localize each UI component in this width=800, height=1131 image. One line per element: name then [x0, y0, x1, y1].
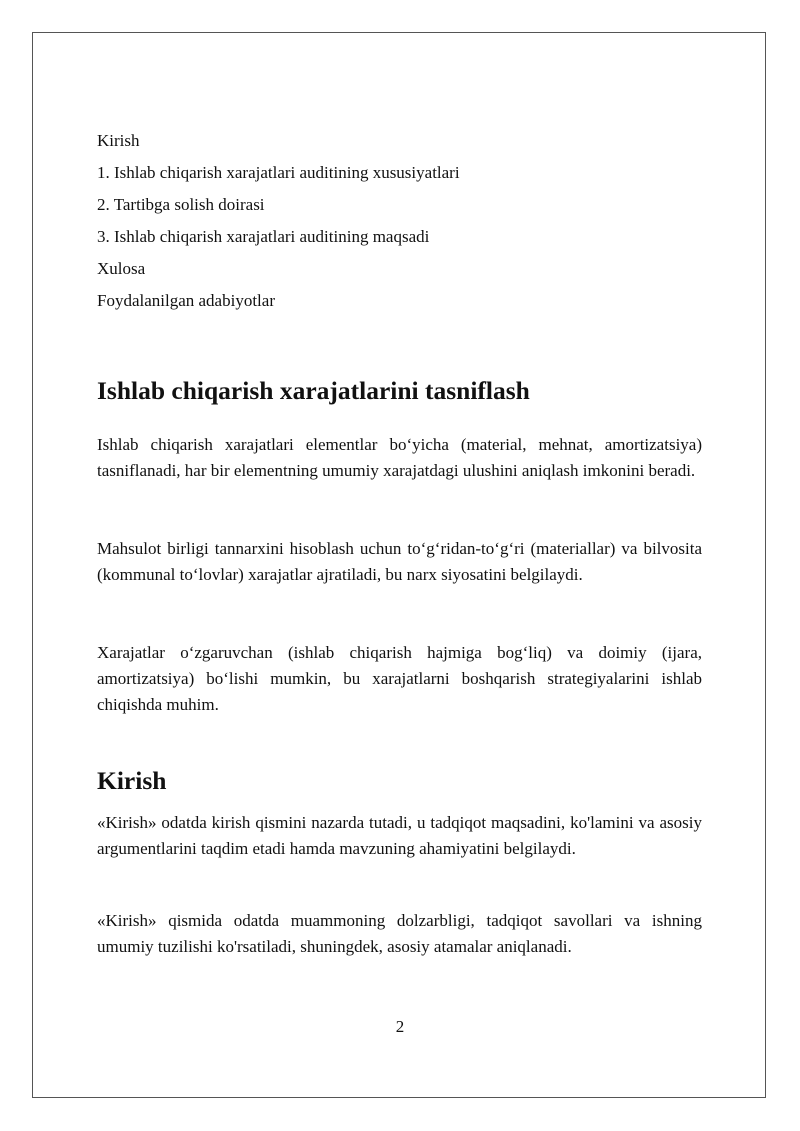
paragraph: Xarajatlar o‘zgaruvchan (ishlab chiqarish hajmiga bog‘liq) va doimiy (ijara, amortizatsiya) bo‘lishi mumkin, bu xarajatlarni boshqarish strategiyalarini ishlab chiqishda muhim. [97, 643, 702, 714]
paragraph: «Kirish» odatda kirish qismini nazarda tutadi, u tadqiqot maqsadini, ko'lamini va asosiy argumentlarini taqdim etadi hamda mavzuning ahamiyatini belgilaydi. [97, 813, 702, 858]
paragraph: Mahsulot birligi tannarxini hisoblash uchun to‘g‘ridan-to‘g‘ri (materiallar) va bilvosita (kommunal to‘lovlar) xarajatlar ajratiladi, bu narx siyosatini belgilaydi. [97, 539, 702, 584]
section-heading: Kirish [97, 766, 167, 795]
toc-item-references: Foydalanilgan adabiyotlar [97, 291, 275, 310]
paragraph: Ishlab chiqarish xarajatlari elementlar bo‘yicha (material, mehnat, amortizatsiya) tasniflanadi, har bir elementning umumiy xarajatdagi ulushini aniqlash imkonini beradi. [97, 435, 702, 480]
paragraph: «Kirish» qismida odatda muammoning dolzarbligi, tadqiqot savollari va ishning umumiy tuzilishi ko'rsatiladi, shuningdek, asosiy atamalar aniqlanadi. [97, 911, 702, 956]
page-number: 2 [395, 1017, 405, 1036]
document-body [97, 128, 702, 960]
table-of-contents [97, 128, 702, 314]
toc-item-chapter-3: 3. Ishlab chiqarish xarajatlari auditining maqsadi [97, 227, 430, 246]
toc-item-introduction: Kirish [97, 131, 140, 150]
toc-item-chapter-2: 2. Tartibga solish doirasi [97, 195, 265, 214]
toc-item-conclusion: Xulosa [97, 259, 146, 278]
toc-item-chapter-1: 1. Ishlab chiqarish xarajatlari auditining xususiyatlari [97, 163, 460, 182]
section-heading: Ishlab chiqarish xarajatlarini tasniflash [97, 376, 530, 405]
